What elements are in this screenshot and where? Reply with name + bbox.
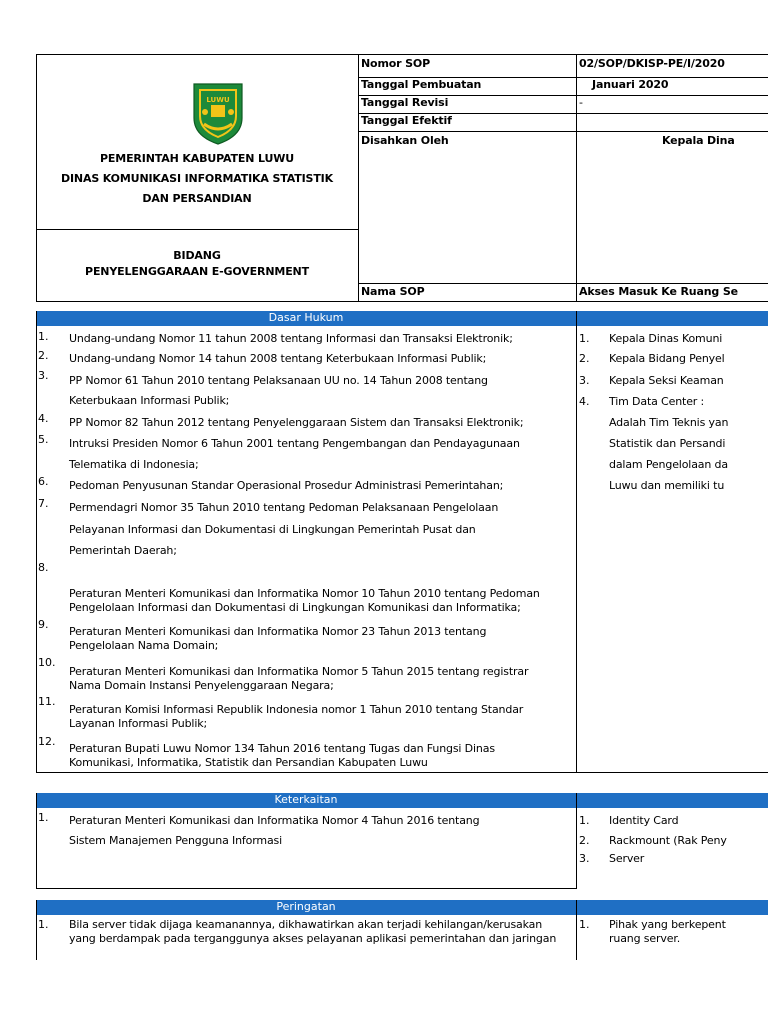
kt-right-num-2: 2. [579, 834, 590, 847]
dh-item-9-line-1: Peraturan Menteri Komunikasi dan Informatika Nomor 23 Tahun 2013 tentang [69, 625, 487, 638]
dh-item-6: Pedoman Penyusunan Standar Operasional Prosedur Administrasi Pemerintahan; [69, 479, 504, 492]
dh-num-8: 8. [38, 561, 49, 574]
bidang-line-2: PENYELENGGARAAN E-GOVERNMENT [85, 265, 309, 278]
kt-right-item-1: Identity Card [609, 814, 679, 827]
pr-num-1: 1. [38, 918, 49, 931]
disahkan-oleh-value: Kepala Dina [662, 134, 735, 147]
tanggal-revisi-value: - [579, 96, 583, 109]
kt-right-item-2: Rackmount (Rak Peny [609, 834, 727, 847]
pr-item-line-1: Bila server tidak dijaga keamanannya, dikhawatirkan akan terjadi kehilangan/kerusakan [69, 918, 543, 931]
dh-item-2: Undang-undang Nomor 14 tahun 2008 tentang Keterbukaan Informasi Publik; [69, 352, 487, 365]
dh-num-5: 5. [38, 433, 49, 446]
kt-num-1: 1. [38, 811, 49, 824]
dh-num-2: 2. [38, 349, 49, 362]
kt-item-line-1: Peraturan Menteri Komunikasi dan Informatika Nomor 4 Tahun 2016 tentang [69, 814, 480, 827]
svg-text:LUWU: LUWU [206, 96, 230, 104]
dasar-hukum-title: Dasar Hukum [268, 311, 344, 324]
dh-right-item-3: Kepala Seksi Keaman [609, 374, 724, 387]
tanggal-efektif-label: Tanggal Efektif [361, 114, 452, 127]
dh-item-5-line-2: Telematika di Indonesia; [69, 458, 199, 471]
keterkaitan-title: Keterkaitan [274, 793, 338, 806]
dh-num-4: 4. [38, 412, 49, 425]
dh-item-11-line-2: Layanan Informasi Publik; [69, 717, 208, 730]
dh-item-10-line-1: Peraturan Menteri Komunikasi dan Informatika Nomor 5 Tahun 2015 tentang registrar [69, 665, 529, 678]
pr-right-line-2: ruang server. [609, 932, 681, 945]
dh-item-12-line-1: Peraturan Bupati Luwu Nomor 134 Tahun 2016 tentang Tugas dan Fungsi Dinas [69, 742, 495, 755]
dh-item-8-line-2: Pengelolaan Informasi dan Dokumentasi di Lingkungan Komunikasi dan Informatika; [69, 601, 521, 614]
pr-right-line-1: Pihak yang berkepent [609, 918, 726, 931]
org-line-2: DINAS KOMUNIKASI INFORMATIKA STATISTIK [60, 172, 333, 185]
dh-right-item-2: Kepala Bidang Penyel [609, 352, 725, 365]
dh-num-10: 10. [38, 656, 56, 669]
dh-num-6: 6. [38, 475, 49, 488]
dh-right-desc-1: Adalah Tim Teknis yan [609, 416, 729, 429]
dh-item-3-line-2: Keterbukaan Informasi Publik; [69, 394, 230, 407]
dh-item-1: Undang-undang Nomor 11 tahun 2008 tentang Informasi dan Transaksi Elektronik; [69, 332, 513, 345]
kt-right-num-1: 1. [579, 814, 590, 827]
tanggal-pembuatan-label: Tanggal Pembuatan [361, 78, 482, 91]
dh-right-item-1: Kepala Dinas Komuni [609, 332, 723, 345]
dh-right-num-1: 1. [579, 332, 590, 345]
pr-right-num-1: 1. [579, 918, 590, 931]
dh-item-12-line-2: Komunikasi, Informatika, Statistik dan Persandian Kabupaten Luwu [69, 756, 428, 769]
dh-item-8-line-1: Peraturan Menteri Komunikasi dan Informatika Nomor 10 Tahun 2010 tentang Pedoman [69, 587, 540, 600]
kt-item-line-2: Sistem Manajemen Pengguna Informasi [69, 834, 283, 847]
dh-right-desc-3: dalam Pengelolaan da [609, 458, 728, 471]
dh-item-11-line-1: Peraturan Komisi Informasi Republik Indonesia nomor 1 Tahun 2010 tentang Standar [69, 703, 524, 716]
disahkan-oleh-label: Disahkan Oleh [361, 134, 449, 147]
org-line-3: DAN PERSANDIAN [142, 192, 252, 205]
nomor-sop-label: Nomor SOP [361, 57, 431, 70]
dh-item-10-line-2: Nama Domain Instansi Penyelenggaraan Negara; [69, 679, 334, 692]
dh-right-desc-4: Luwu dan memiliki tu [609, 479, 725, 492]
nama-sop-label: Nama SOP [361, 285, 425, 298]
dh-right-num-2: 2. [579, 352, 590, 365]
kt-right-num-3: 3. [579, 852, 590, 865]
dh-right-desc-2: Statistik dan Persandi [609, 437, 726, 450]
nomor-sop-value: 02/SOP/DKISP-PE/I/2020 [579, 57, 725, 70]
dh-item-7-line-2: Pelayanan Informasi dan Dokumentasi di Lingkungan Pemerintah Pusat dan [69, 523, 476, 536]
pr-item-line-2: yang berdampak pada terganggunya akses pelayanan aplikasi pemerintahan dan jaringan [69, 932, 557, 945]
org-line-1: PEMERINTAH KABUPATEN LUWU [100, 152, 294, 165]
dh-right-item-4: Tim Data Center : [609, 395, 705, 408]
nama-sop-value: Akses Masuk Ke Ruang Se [579, 285, 738, 298]
tanggal-revisi-label: Tanggal Revisi [361, 96, 449, 109]
dh-item-7-line-1: Permendagri Nomor 35 Tahun 2010 tentang Pedoman Pelaksanaan Pengelolaan [69, 501, 499, 514]
tanggal-pembuatan-value: Januari 2020 [592, 78, 669, 91]
dh-num-11: 11. [38, 695, 56, 708]
dh-num-9: 9. [38, 618, 49, 631]
dh-num-1: 1. [38, 330, 49, 343]
peringatan-title: Peringatan [276, 900, 336, 913]
dh-num-12: 12. [38, 735, 56, 748]
dh-num-7: 7. [38, 497, 49, 510]
dh-item-7-line-3: Pemerintah Daerah; [69, 544, 177, 557]
dh-right-num-3: 3. [579, 374, 590, 387]
dh-item-4: PP Nomor 82 Tahun 2012 tentang Penyelenggaraan Sistem dan Transaksi Elektronik; [69, 416, 524, 429]
dh-item-3-line-1: PP Nomor 61 Tahun 2010 tentang Pelaksanaan UU no. 14 Tahun 2008 tentang [69, 374, 488, 387]
kt-right-item-3: Server [609, 852, 645, 865]
dh-item-9-line-2: Pengelolaan Nama Domain; [69, 639, 219, 652]
luwu-emblem-logo [191, 80, 245, 146]
dh-item-5-line-1: Intruksi Presiden Nomor 6 Tahun 2001 tentang Pengembangan dan Pendayagunaan [69, 437, 520, 450]
dh-num-3: 3. [38, 369, 49, 382]
bidang-line-1: BIDANG [173, 249, 221, 262]
dh-right-num-4: 4. [579, 395, 590, 408]
